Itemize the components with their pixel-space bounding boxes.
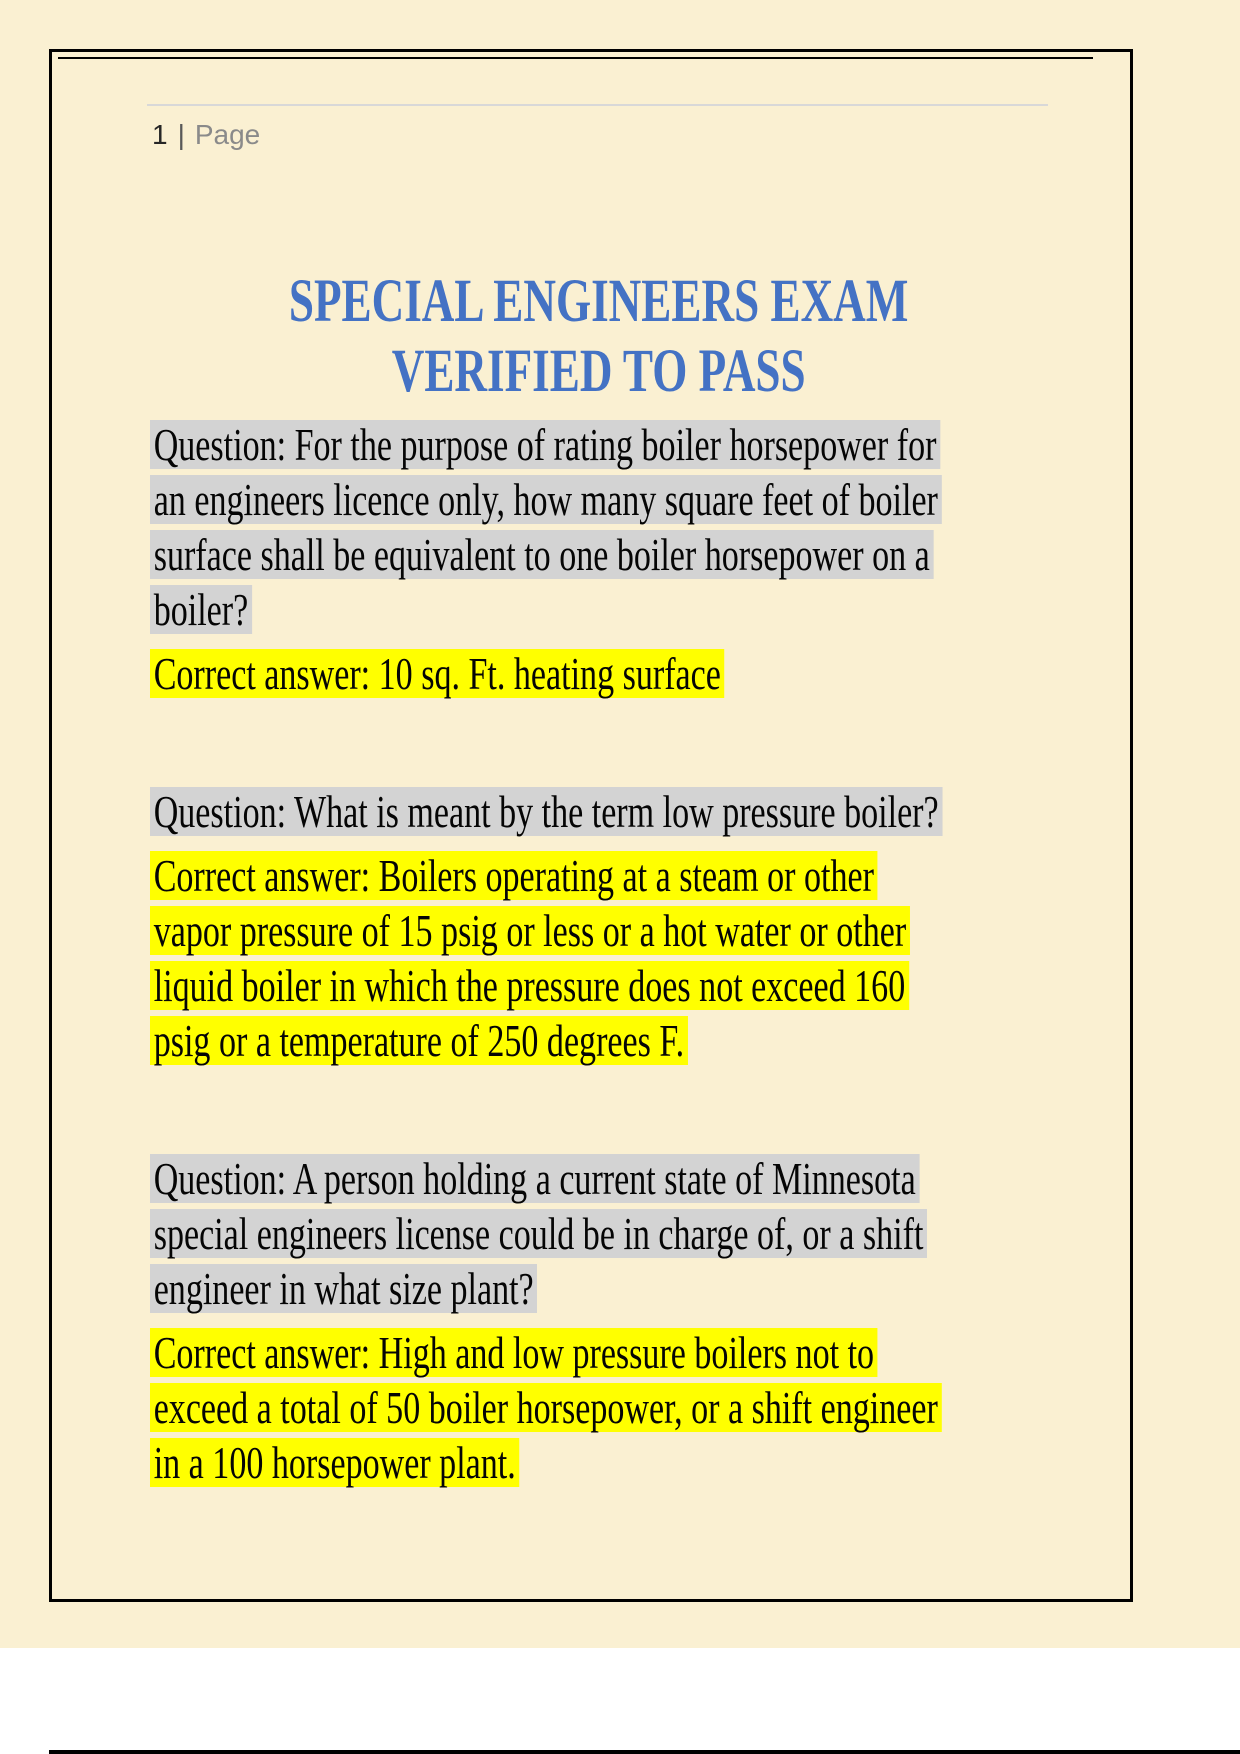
header-page-label: Page (194, 119, 261, 150)
question-highlighted-text: Question: A person holding a current state of Minnesota (150, 1154, 919, 1203)
title-line-2 (150, 337, 1048, 407)
answer-highlighted-text: liquid boiler in which the pressure does not exceed 160 (150, 961, 909, 1010)
page-header (152, 120, 260, 150)
answer-highlighted-text: Correct answer: 10 sq. Ft. heating surface (150, 649, 725, 698)
answer-block (150, 649, 1130, 698)
question-highlighted-text: boiler? (150, 585, 252, 634)
text-line (150, 906, 1130, 955)
title-text: VERIFIED TO PASS (392, 338, 806, 405)
answer-block (150, 1328, 1130, 1487)
text-line (150, 585, 1130, 634)
qa-content (150, 420, 1130, 1493)
question-highlighted-text: engineer in what size plant? (150, 1264, 537, 1313)
title-text: SPECIAL ENGINEERS EXAM (289, 268, 909, 335)
document-title (150, 267, 1048, 407)
answer-highlighted-text: Correct answer: Boilers operating at a steam or other (150, 851, 878, 900)
answer-block (150, 851, 1130, 1065)
question-highlighted-text: Question: What is meant by the term low pressure boiler? (150, 787, 942, 836)
header-rule (147, 104, 1048, 106)
question-highlighted-text: surface shall be equivalent to one boiler horsepower on a (150, 530, 933, 579)
text-line (150, 649, 1130, 698)
text-line (150, 1383, 1130, 1432)
question-block (150, 787, 1130, 836)
question-highlighted-text: Question: For the purpose of rating boiler horsepower for (150, 420, 940, 469)
text-line (150, 420, 1130, 469)
text-line (150, 1154, 1130, 1203)
answer-highlighted-text: exceed a total of 50 boiler horsepower, or a shift engineer (150, 1383, 941, 1432)
text-line (150, 1209, 1130, 1258)
text-line (150, 475, 1130, 524)
answer-highlighted-text: in a 100 horsepower plant. (150, 1438, 519, 1487)
title-line-1 (150, 267, 1048, 337)
text-line (150, 961, 1130, 1010)
answer-highlighted-text: psig or a temperature of 250 degrees F. (150, 1016, 688, 1065)
question-block (150, 420, 1130, 634)
frame-inner-line (58, 57, 1093, 59)
text-line (150, 851, 1130, 900)
text-line (150, 530, 1130, 579)
text-line (150, 1328, 1130, 1377)
text-line (150, 1016, 1130, 1065)
text-line (150, 1438, 1130, 1487)
answer-highlighted-text: Correct answer: High and low pressure boilers not to (150, 1328, 878, 1377)
page-border-frame (49, 49, 1133, 1602)
question-highlighted-text: special engineers license could be in charge of, or a shift (150, 1209, 927, 1258)
header-separator: | (177, 119, 185, 150)
text-line (150, 787, 1130, 836)
question-block (150, 1154, 1130, 1313)
answer-highlighted-text: vapor pressure of 15 psig or less or a hot water or other (150, 906, 910, 955)
question-highlighted-text: an engineers licence only, how many square feet of boiler (150, 475, 942, 524)
next-page-border (49, 1750, 1240, 1754)
text-line (150, 1264, 1130, 1313)
page-number: 1 (152, 119, 168, 150)
